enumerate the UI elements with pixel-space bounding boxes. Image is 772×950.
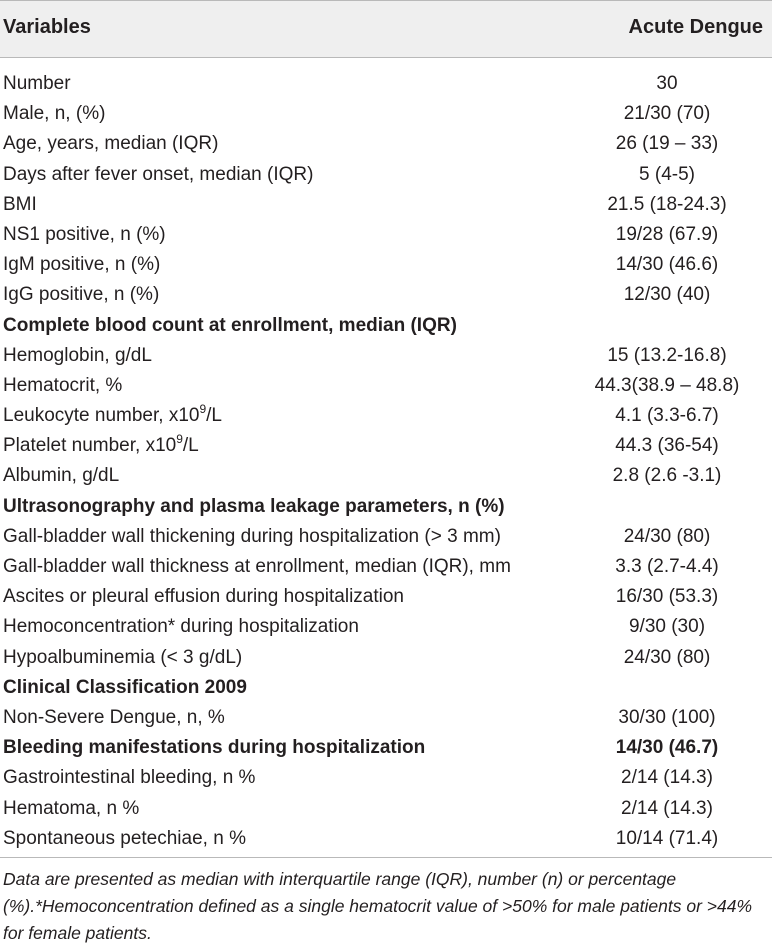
table-row	[0, 763, 772, 793]
table-row	[0, 824, 772, 854]
row-value: 16/30 (53.3)	[615, 586, 719, 608]
row-value: 15 (13.2-16.8)	[607, 344, 727, 366]
table-row	[0, 341, 772, 371]
row-label: Gall-bladder wall thickness at enrollment, median (IQR), mm	[3, 556, 511, 577]
row-value: 3.3 (2.7-4.4)	[615, 556, 719, 577]
table-row	[0, 401, 772, 431]
table-row	[0, 371, 772, 401]
row-value: 2/14 (14.3)	[621, 797, 713, 819]
table-body	[0, 58, 772, 854]
row-value: 14/30 (46.7)	[615, 737, 719, 759]
row-value: 14/30 (46.6)	[615, 254, 719, 276]
table-row	[0, 220, 772, 250]
table-row	[0, 280, 772, 310]
table-row-bold	[0, 733, 772, 763]
row-value: 2.8 (2.6 -3.1)	[612, 465, 722, 487]
table-row	[0, 643, 772, 673]
header-acute-dengue: Acute Dengue	[628, 16, 763, 38]
row-value: 21.5 (18-24.3)	[607, 193, 727, 215]
row-value: 26 (19 – 33)	[615, 133, 719, 155]
row-value: 4.1 (3.3-6.7)	[615, 405, 719, 427]
row-label: Male, n, (%)	[3, 103, 106, 125]
row-label: Hypoalbuminemia (< 3 g/dL)	[3, 646, 243, 668]
row-label: IgG positive, n (%)	[3, 284, 160, 306]
row-value: 30	[656, 73, 678, 94]
row-value: 10/14 (71.4)	[615, 827, 719, 849]
row-value: 24/30 (80)	[623, 525, 711, 547]
row-label: Leukocyte number, $x10^9/L$	[3, 402, 223, 427]
row-label: Age, years, median (IQR)	[3, 133, 219, 155]
section-heading-row	[0, 673, 772, 703]
row-value: 44.3 (36-54)	[615, 435, 719, 457]
row-label: Hemoglobin, g/dL	[3, 344, 152, 366]
table-row	[0, 250, 772, 280]
row-value: 44.3(38.9 – 48.8)	[594, 374, 740, 396]
row-label: Bleeding manifestations during hospitalization	[3, 737, 426, 759]
row-label: Albumin, g/dL	[3, 465, 120, 487]
superscript-9: 9	[176, 432, 183, 447]
row-label: Hematoma, n %	[3, 797, 140, 819]
row-label: IgM positive, n (%)	[3, 254, 161, 276]
table-row	[0, 552, 772, 582]
table-row	[0, 522, 772, 552]
section-heading-row	[0, 311, 772, 341]
row-label: Non-Severe Dengue, n, %	[3, 706, 225, 728]
row-value: 5 (4-5)	[639, 163, 695, 185]
row-label: Hemoconcentration* during hospitalization	[3, 616, 359, 638]
superscript-9: 9	[199, 402, 207, 417]
row-value: 2/14 (14.3)	[621, 767, 713, 789]
footnote-divider	[0, 857, 772, 858]
table-row	[0, 794, 772, 824]
row-value: 19/28 (67.9)	[615, 223, 719, 245]
table-row	[0, 129, 772, 159]
table-header	[0, 0, 772, 58]
section-heading: Clinical Classification 2009	[3, 676, 247, 698]
row-label: Number	[3, 73, 71, 94]
row-label: Gall-bladder wall thickening during hospitalization (> 3 mm)	[3, 525, 501, 547]
table-row	[0, 160, 772, 190]
table-footnote: Data are presented as median with interquartile range (IQR), number (n) or percentage (%).*Hemoconcentration defined as a single hematocrit value of >50% for male patients or >44% for female patients.	[3, 869, 753, 943]
table-row	[0, 431, 772, 461]
row-label: BMI	[3, 193, 37, 215]
row-value: 21/30 (70)	[623, 103, 711, 125]
row-label: NS1 positive, n (%)	[3, 223, 166, 245]
section-heading-row	[0, 492, 772, 522]
table-row	[0, 461, 772, 491]
table-row	[0, 99, 772, 129]
table-row	[0, 703, 772, 733]
row-label: Platelet number, $x10^9/L$	[3, 432, 199, 457]
row-value: 9/30 (30)	[628, 616, 706, 638]
section-heading: Complete blood count at enrollment, median (IQR)	[3, 314, 457, 336]
table-row	[0, 612, 772, 642]
section-heading: Ultrasonography and plasma leakage parameters, n (%)	[3, 495, 505, 517]
row-label: Hematocrit, %	[3, 374, 123, 396]
row-value: 12/30 (40)	[623, 284, 711, 306]
row-value: 30/30 (100)	[618, 706, 716, 728]
row-label: Ascites or pleural effusion during hospitalization	[3, 586, 404, 608]
row-value: 24/30 (80)	[623, 646, 711, 668]
row-label: Gastrointestinal bleeding, n %	[3, 767, 256, 789]
table-row	[0, 582, 772, 612]
table-row	[0, 69, 772, 99]
row-label: Days after fever onset, median (IQR)	[3, 163, 314, 185]
table-row	[0, 190, 772, 220]
row-label: Spontaneous petechiae, n %	[3, 827, 246, 849]
header-variables: Variables	[3, 16, 91, 38]
